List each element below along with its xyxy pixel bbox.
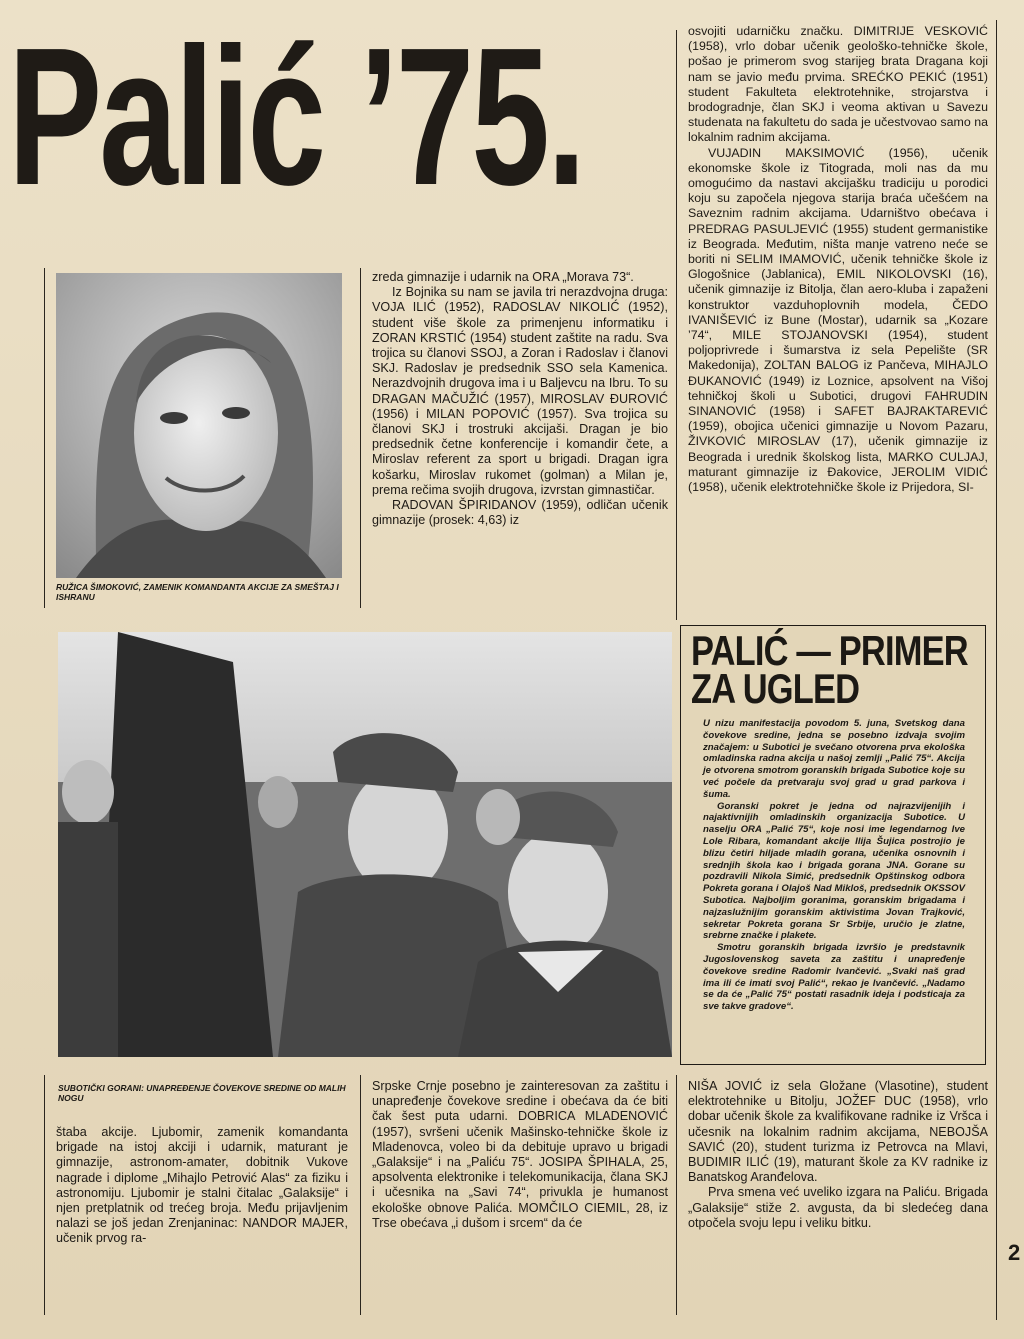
paragraph: RADOVAN ŠPIRIDANOV (1959), odličan učenik gimnazije (prosek: 4,63) iz: [372, 498, 668, 528]
sidebar-title: [691, 627, 968, 712]
sidebar-box: [680, 625, 986, 1065]
column-rule: [44, 268, 45, 608]
paragraph: štaba akcije. Ljubomir, zamenik komandanta brigade na istoj akciji i udarnik, maturant je gimnazije, astronom-amater, dobitnik Vukove nagrade i diplome „Mihajlo Petrović Alas“ za fiziku i astronomiju. Ljubomir je stalni čitalac „Galaksije“ i njen pretplatnik od trećeg broja. Među prijavljenim nalazi se još jedan Zrenjaninac: NANDOR MAJER, učenik prvog ra-: [56, 1125, 348, 1246]
group-photo: [58, 632, 672, 1057]
headline: Palić ’75.: [8, 7, 584, 226]
portrait-photo: [56, 273, 342, 578]
paragraph: zreda gimnazije i udarnik na ORA „Morava 73“.: [372, 270, 634, 284]
sidebar-paragraph: Smotru goranskih brigada izvršio je predstavnik Jugoslovenskog saveta za zaštitu i unapređenje čovekove sredine Radomir Ivančević. „Svaki naš grad ima ili će imati svoj Palić“, rekao je Ivančević. „Nadamo se da će „Palić 75“ postati rasadnik ideja i podsticaja za sve takve gradove“.: [703, 942, 965, 1013]
article-column-middle-bottom: [372, 1079, 668, 1231]
sidebar-paragraph: Goranski pokret je jedna od najrazvijenijih i najaktivnijih omladinskih organizacija Subotice. U naselju ORA „Palić 75“, koje nosi ime legendarnog Ive Lole Ribara, komandant akcije Ilija Šujica postrojio je blizu četiri hiljade mladih gorana, učenika osnovnih i srednjih škola kao i brigada gorana JNA. Gorane su pozdravili Nikola Simić, predsednik Opštinskog odbora Pokreta gorana i Olajoš Nad Mikloš, predsednik OKSSOV Subotica. Najboljim goranima, goranskim brigadama i najzaslužnijim goranskim aktivistima Jovan Trajković, sekretar Pokreta gorana Sr Srbije, uručio je zlatne, srebrne značke i plakete.: [703, 800, 965, 942]
article-column-left-bottom: [56, 1125, 348, 1247]
sidebar-title-line: ZA UGLED: [691, 665, 860, 712]
paragraph: Iz Bojnika su nam se javila tri nerazdvojna druga: VOJA ILIĆ (1952), RADOSLAV NIKOLIĆ (1952), student više škole za primenjenu informatiku i ZORAN KRSTIĆ (1954) student zaštite na radu. Sva trojica su članovi SSOJ, a Zoran i Radoslav i članovi SKJ. Radoslav je predsednik SSO sela Kamenica. Nerazdvojnih drugova ima i u Baljevcu na Ibru. To su DRAGAN MAČUŽIĆ (1957), MIROSLAV ĐUROVIĆ (1956) i MILAN POPOVIĆ (1957). Sva trojica su članovi SKJ i trostruki akcijaši. Dragan je bio predsednik četne konferencije i komandir čete, a Miroslav referent za sport u brigadi. Dragan igra košarku, Miroslav rukomet (golman) a Milan je, prema rečima svojih drugova, izvrstan gimnastičar.: [372, 285, 668, 497]
page-number: 2: [1008, 1240, 1021, 1265]
sidebar-paragraph: U nizu manifestacija povodom 5. juna, Svetskog dana čovekove sredine, jedna se posebno izdvaja svojim značajem: u Subotici je svečano otvorena prva ekološka omladinska radna akcija u našoj zemlji „Palić 75“. Akcija je otvorena smotrom goranskih brigada Subotice koje su već počele da pretvaraju svoj grad u grad parkova i šuma.: [703, 718, 965, 800]
column-rule: [44, 1075, 45, 1315]
paragraph: VUJADIN MAKSIMOVIĆ (1956), učenik ekonomske škole iz Titograda, moli nas da mu omogućimo da nastavi akcijašku tradiciju u porodici koju su započela njegova starija braća učešćem na Saveznim radnim akcijama. Udarništvo obećava i PREDRAG PASULJEVIĆ (1955) student germanistike iz Beograda. Međutim, ništa manje vatreno neće se boriti ni SELIM IMAMOVIĆ, učenik tehničke škole iz Glogošnice (Jablanica), EMIL NIKOLOVSKI (16), učenik gimnazije iz Bitolja, član aero-kluba i zapaženi konstruktor vazduhoplovnih modela, ČEDO IVANIŠEVIĆ iz Bune (Mostar), udarnik sa „Kozare ’74“, MILE STOJANOVSKI (1954), student poljoprivrede i šumarstva iz sela Pepelište (SR Makedonija), ZOLTAN BALOG iz Pančeva, MIHAJLO ĐUKANOVIĆ (1949) iz Loznice, apsolvent na Višoj tehničkoj školi u Subotici, drugovi FAHRUDIN SINANOVIĆ (1958) i SAFET BAJRAKTAREVIĆ (1959), obojica učenici gimnazije u Novom Pazaru, ŽIVKOVIĆ MIROSLAV (17), učenik gimnazije iz Beograda i urednik školskog lista, MARKO CULJAJ, maturant gimnazije iz Đakovice, JEROLIM VIDIĆ (1958), učenik elektrotehničke škole iz Prijedora, SI-: [688, 145, 988, 495]
column-rule: [996, 20, 997, 1320]
column-rule: [360, 1075, 361, 1315]
sidebar-title-line: PALIĆ — PRIMER: [691, 627, 968, 674]
sidebar-body: [703, 718, 965, 1013]
column-rule: [676, 1075, 677, 1315]
paragraph: Srpske Crnje posebno je zainteresovan za zaštitu i unapređenje čovekove sredine i obećava da će biti čak šest puta udarni. DOBRICA MLADENOVIĆ (1957), svršeni učenik Mašinsko-tehničke škole iz Mladenovca, voleo bi da debituje upravo u brigadi „Galaksije“ i na „Paliću 75“. JOSIPA ŠPIHALA, 25, apsolventa elektronike i telekomunikacija, člana SKJ i učesnika na „Savi 74“, privukla je humanost ekološke obnove Palića. MOMČILO CIEMIL, 28, iz Trse obećava „i dušom i srcem“ da će: [372, 1079, 668, 1230]
paragraph: Prva smena već uveliko izgara na Paliću. Brigada „Galaksije“ stiže 2. avgusta, da bi sledećeg dana otpočela svoju lepu i veliku bitku.: [688, 1185, 988, 1230]
group-photo-image: [58, 632, 672, 1057]
paragraph: NIŠA JOVIĆ iz sela Gložane (Vlasotine), student elektrotehnike u Bitolju, JOŽEF DUC (1958), vrlo dobar učenik škole za kvalifikovane radnike iz Vršca i učesnik na lokalnim radnim akcijama, NEBOJŠA SAVIĆ (20), student turizma iz Petrovca na Mlavi, BUDIMIR ILIĆ (19), maturant škole za KV radnike iz Banatskog Aranđelova.: [688, 1079, 988, 1185]
group-caption: SUBOTIČKI GORANI: UNAPREĐENJE ČOVEKOVE SREDINE OD MALIH NOGU: [58, 1083, 346, 1103]
column-rule: [360, 268, 361, 608]
article-column-right-bottom: [688, 1079, 988, 1231]
portrait-caption: RUŽICA ŠIMOKOVIĆ, ZAMENIK KOMANDANTA AKCIJE ZA SMEŠTAJ I ISHRANU: [56, 582, 339, 602]
article-column-middle-top: [372, 270, 668, 528]
portrait-photo-image: [56, 273, 342, 578]
paragraph: osvojiti udarničku značku. DIMITRIJE VESKOVIĆ (1958), vrlo dobar učenik geološko-tehničke škole, pošao je primerom svog starijeg brata Dragana koji nam se javio među prvima. SREĆKO PEKIĆ (1951) student Fakulteta elektrotehnike, strojarstva i brodogradnje, član SKJ i veoma aktivan u Savezu studenata na fakultetu do sada je učestvovao samo na lokalnim radnim akcijama.: [688, 24, 988, 145]
article-column-right-top: [688, 24, 988, 495]
column-rule: [676, 30, 677, 620]
